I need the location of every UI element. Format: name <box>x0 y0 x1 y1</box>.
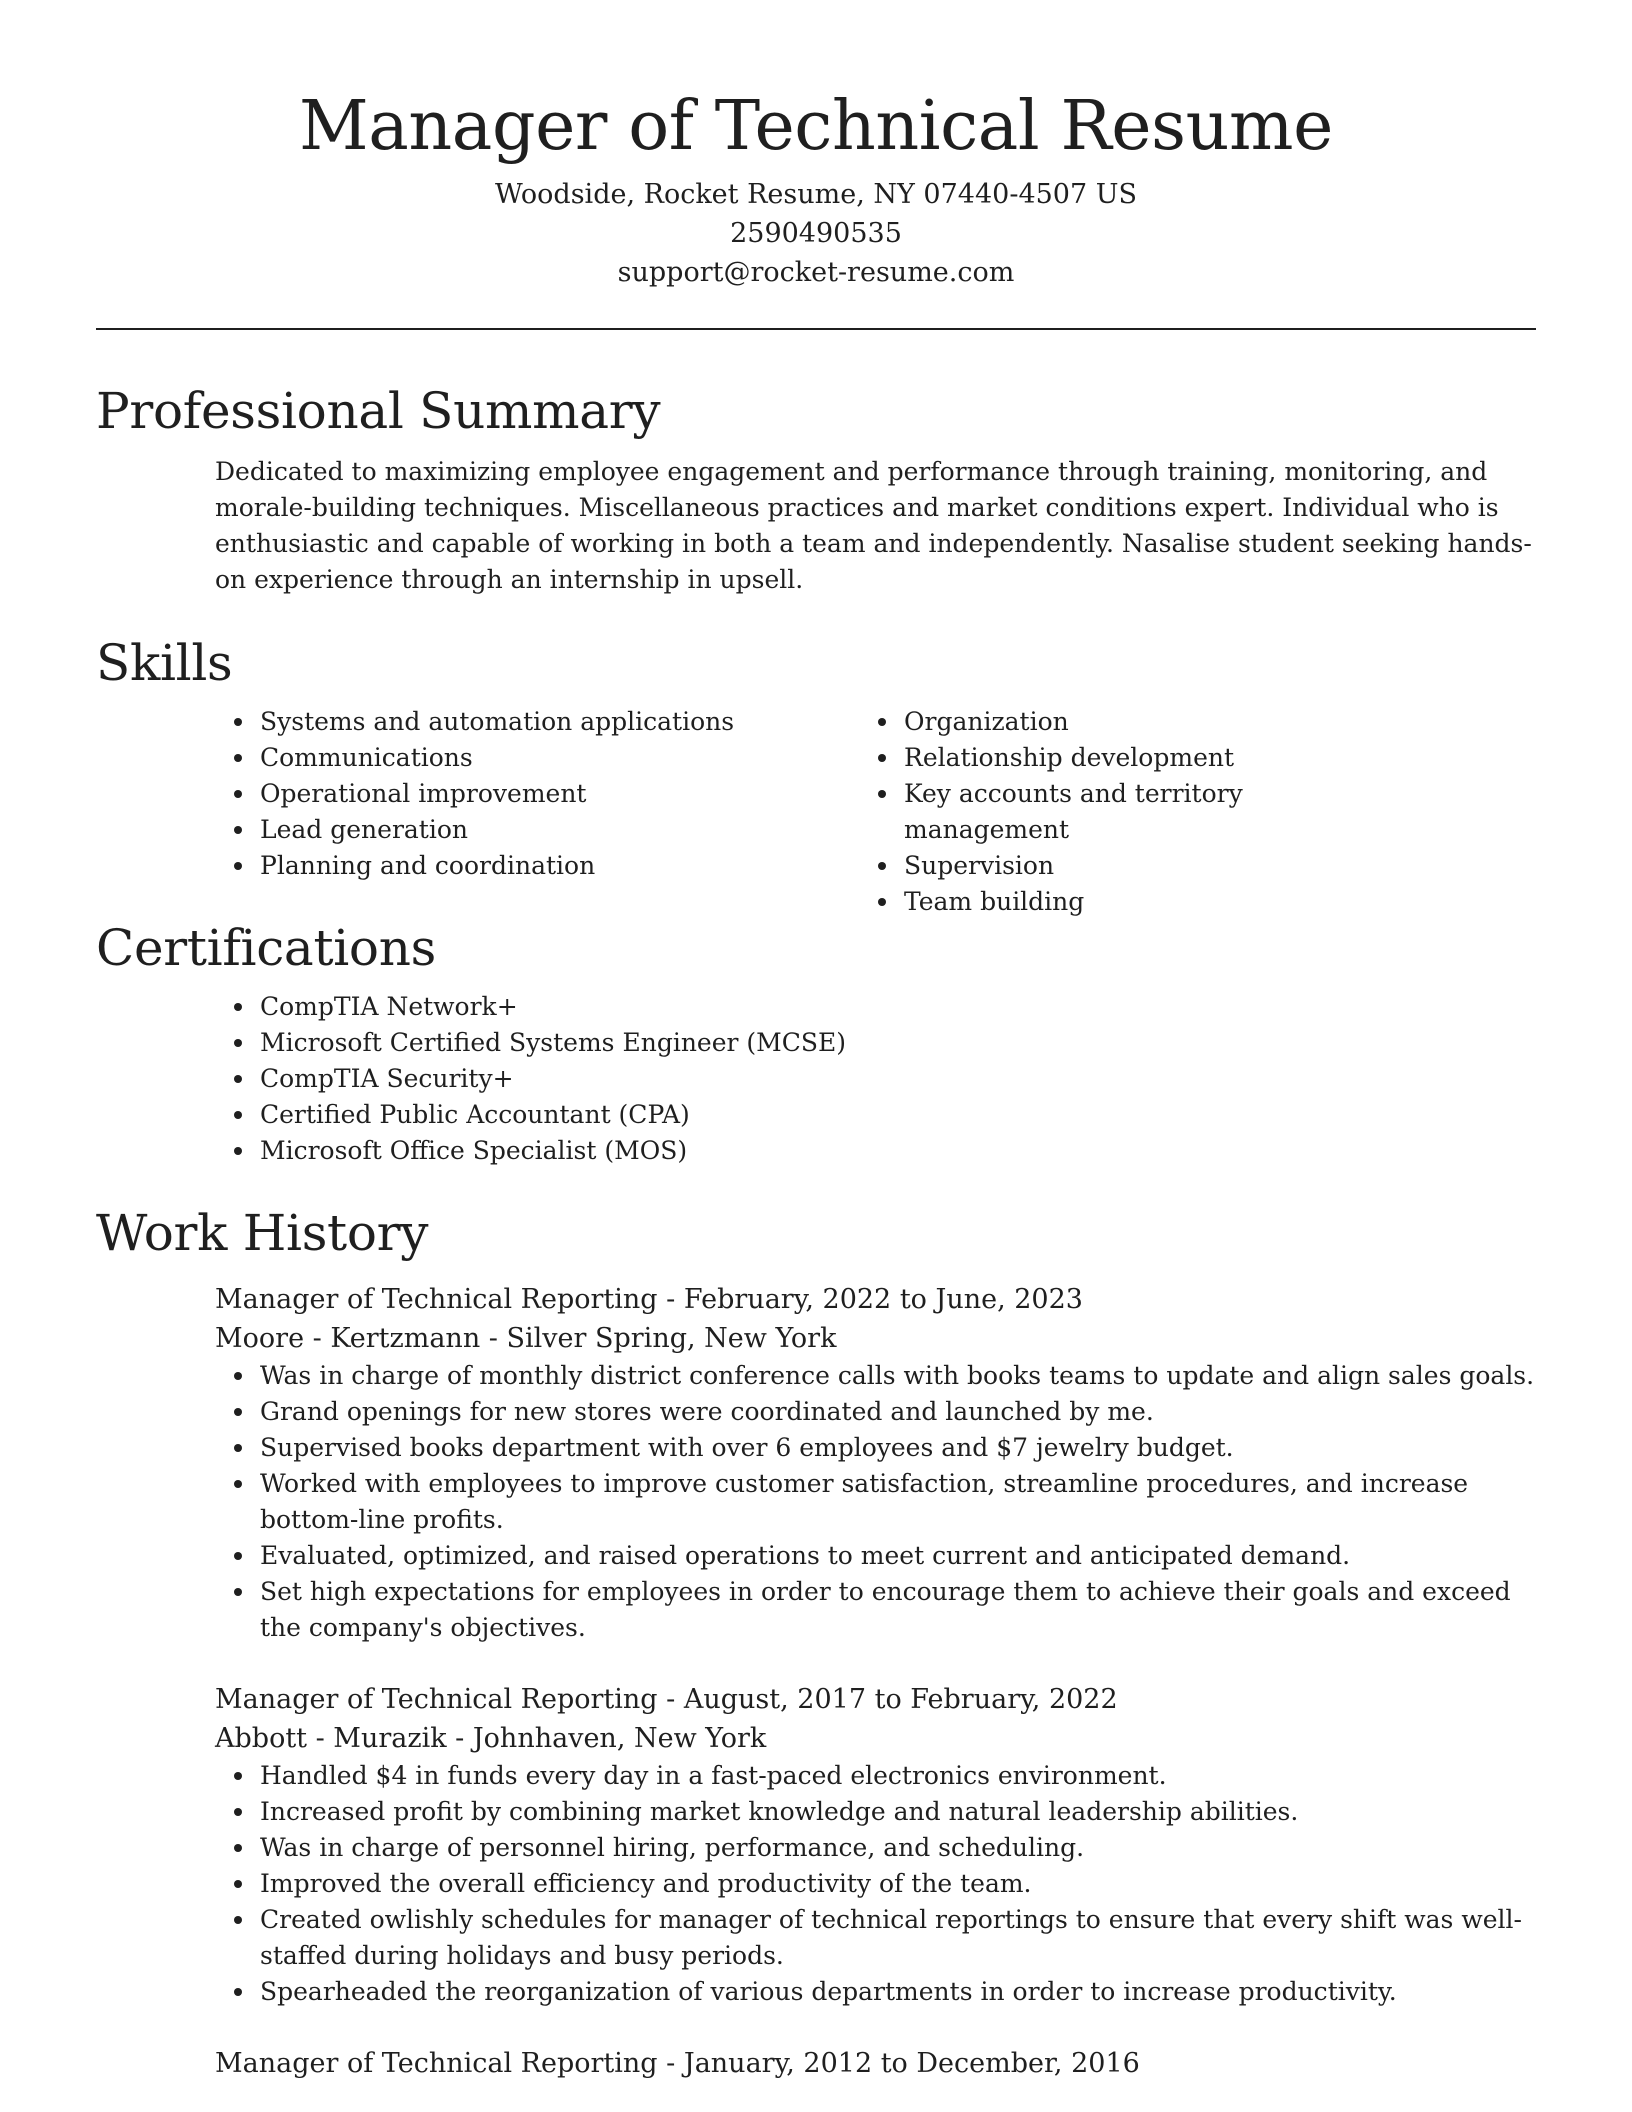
work-history-section <box>96 1202 1536 2083</box>
skill-item: Relationship development <box>904 740 1390 776</box>
skill-item: Systems and automation applications <box>260 704 746 740</box>
certifications-list <box>96 989 1536 1169</box>
job-title: Manager of Technical Reporting - February, 2022 to June, 2023 <box>215 1284 1083 1315</box>
job-company: Moore - Kertzmann - Silver Spring, New York <box>215 1323 837 1354</box>
resume-page <box>96 0 1536 2079</box>
skill-item: Supervision <box>904 848 1390 884</box>
job-duty: Improved the overall efficiency and productivity of the team. <box>260 1866 1536 1902</box>
resume-title: Manager of Technical Resume <box>299 87 1333 166</box>
contact-info <box>96 175 1536 292</box>
job-duty: Handled $4 in funds every day in a fast-paced electronics environment. <box>260 1758 1536 1794</box>
job-entry <box>215 1680 1536 2010</box>
summary-heading: Professional Summary <box>96 382 661 440</box>
skill-item: Planning and coordination <box>260 848 746 884</box>
certification-item: Certified Public Accountant (CPA) <box>260 1097 1536 1133</box>
contact-email[interactable]: support@rocket-resume.com <box>617 257 1015 288</box>
job-duty: Spearheaded the reorganization of various departments in order to increase productivity. <box>260 1974 1536 2010</box>
certification-item: CompTIA Network+ <box>260 989 1536 1025</box>
job-company: Abbott - Murazik - Johnhaven, New York <box>215 1723 767 1754</box>
job-duty: Created owlishly schedules for manager of technical reportings to ensure that every shift was well-staffed during holidays and busy periods. <box>260 1902 1536 1974</box>
certifications-section <box>96 917 1536 1169</box>
skill-item: Communications <box>260 740 746 776</box>
job-title: Manager of Technical Reporting - January, 2012 to December, 2016 <box>215 2048 1140 2079</box>
skills-heading: Skills <box>96 634 233 692</box>
job-duty: Grand openings for new stores were coordinated and launched by me. <box>260 1394 1536 1430</box>
job-entry <box>215 1280 1536 1646</box>
summary-text: Dedicated to maximizing employee engagement and performance through training, monitoring, and morale-building techniques. Miscellaneous practices and market conditions expert. Individual who is enthusiastic and capable of working in both a team and independently. Nasalise student seeking hands-on experience through an internship in upsell. <box>215 457 1532 594</box>
job-duty: Evaluated, optimized, and raised operations to meet current and anticipated demand. <box>260 1538 1536 1574</box>
skill-item: Operational improvement <box>260 776 746 812</box>
header-divider <box>96 328 1536 330</box>
certification-item: Microsoft Office Specialist (MOS) <box>260 1133 1536 1169</box>
job-duty: Worked with employees to improve customer satisfaction, streamline procedures, and increase bottom-line profits. <box>260 1466 1536 1538</box>
skill-item: Organization <box>904 704 1390 740</box>
skill-item: Lead generation <box>260 812 746 848</box>
work-history-heading: Work History <box>96 1204 429 1262</box>
resume-header <box>96 0 1536 330</box>
skill-item: Team building <box>904 884 1390 920</box>
job-duty: Supervised books department with over 6 employees and $7 jewelry budget. <box>260 1430 1536 1466</box>
job-entry <box>215 2044 1536 2083</box>
skills-list-left <box>96 704 746 920</box>
contact-address: Woodside, Rocket Resume, NY 07440-4507 US <box>494 179 1137 210</box>
skills-grid <box>96 704 1536 920</box>
summary-section <box>96 380 1536 598</box>
certifications-heading: Certifications <box>96 919 436 977</box>
job-duties-list <box>215 1758 1536 2010</box>
job-duty: Increased profit by combining market knowledge and natural leadership abilities. <box>260 1794 1536 1830</box>
certification-item: Microsoft Certified Systems Engineer (MCSE) <box>260 1025 1536 1061</box>
contact-phone: 2590490535 <box>730 218 902 249</box>
job-duties-list <box>215 1358 1536 1646</box>
job-title: Manager of Technical Reporting - August, 2017 to February, 2022 <box>215 1684 1118 1715</box>
job-duty: Set high expectations for employees in order to encourage them to achieve their goals and exceed the company's objectives. <box>260 1574 1536 1646</box>
skill-item: Key accounts and territory management <box>904 776 1390 848</box>
skills-list-right <box>746 704 1390 920</box>
skills-section <box>96 632 1536 920</box>
certification-item: CompTIA Security+ <box>260 1061 1536 1097</box>
job-duty: Was in charge of monthly district conference calls with books teams to update and align sales goals. <box>260 1358 1536 1394</box>
job-duty: Was in charge of personnel hiring, performance, and scheduling. <box>260 1830 1536 1866</box>
